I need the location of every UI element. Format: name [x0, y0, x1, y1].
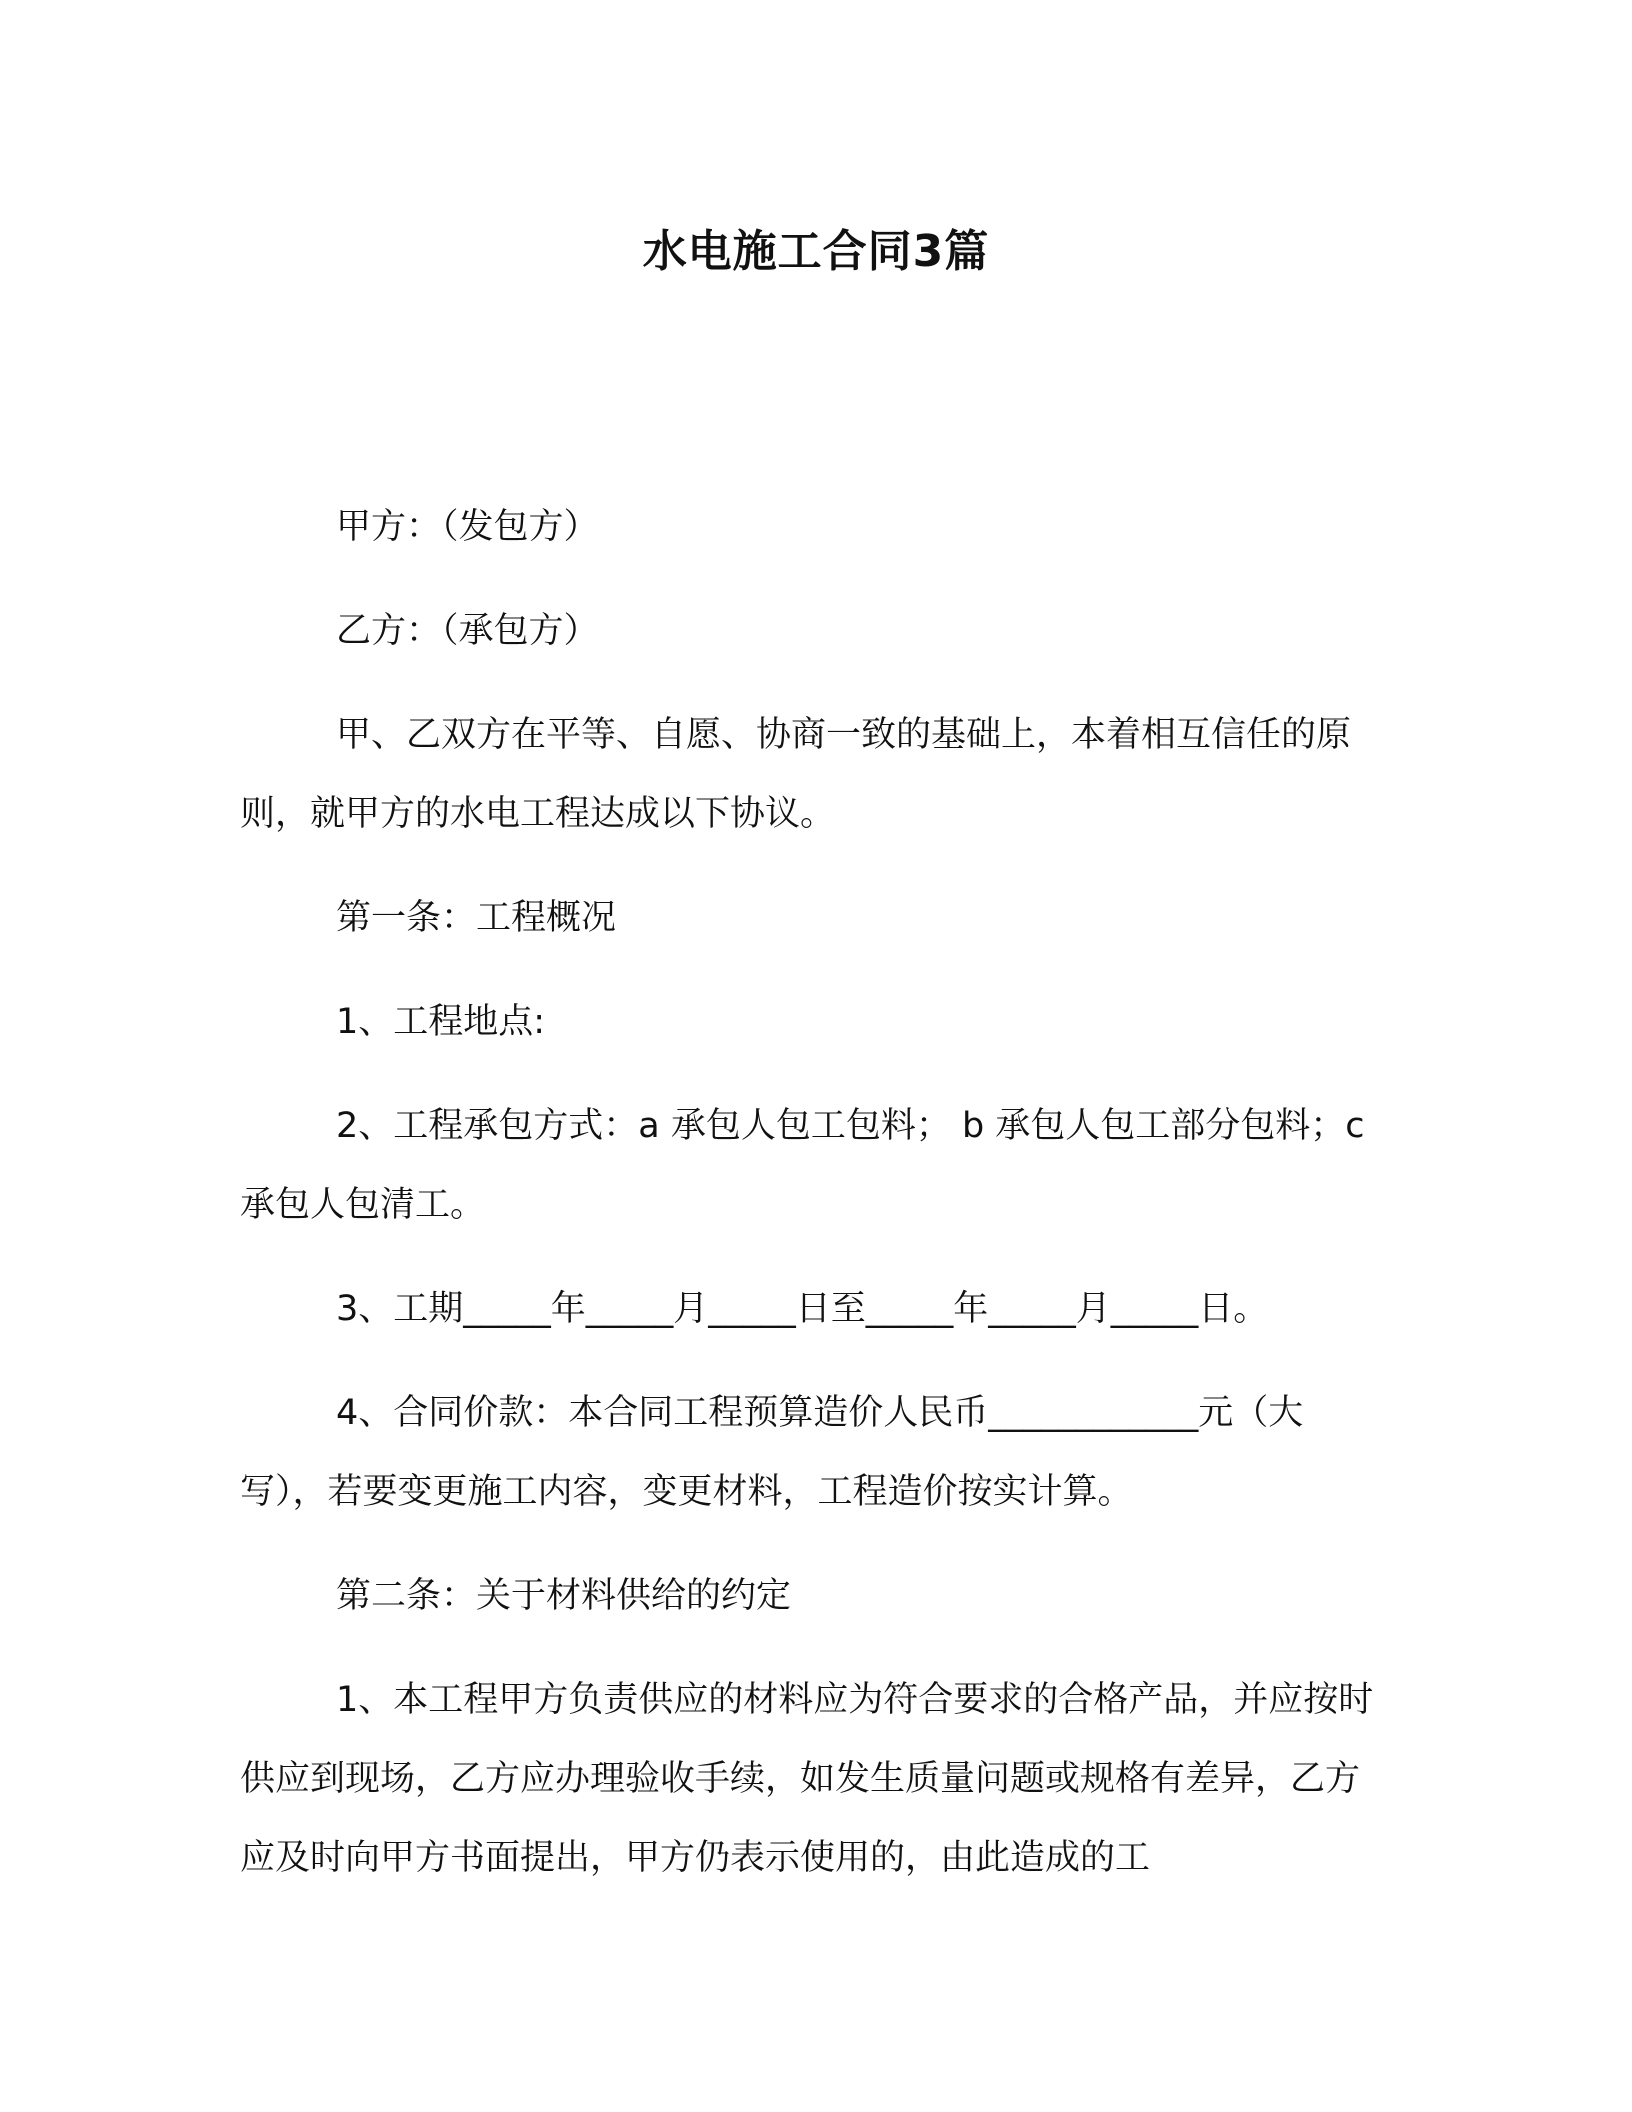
article-1-item-2: 2、工程承包方式：a 承包人包工包料； b 承包人包工部分包料；c 承包人包清工。: [240, 1106, 1376, 1225]
article-1-item-1: 1、工程地点:: [336, 1002, 546, 1042]
article-2-item-1: 1、本工程甲方负责供应的材料应为符合要求的合格产品，并应按时供应到现场，乙方应办理验收手续，如发生质量问题或规格有差异，乙方应及时向甲方书面提出，甲方仍表示使用的，由此造成的工: [240, 1680, 1374, 1878]
article-2-heading: 第二条：关于材料供给的约定: [336, 1576, 792, 1616]
document-body: [240, 488, 1384, 1923]
article-1-item-4: 4、合同价款：本合同工程预算造价人民币____________元（大写），若要变更施工内容，变更材料，工程造价按实计算。: [240, 1393, 1304, 1512]
preamble-paragraph: 甲、乙双方在平等、自愿、协商一致的基础上，本着相互信任的原则，就甲方的水电工程达成以下协议。: [240, 715, 1352, 834]
article-1-heading: 第一条：工程概况: [336, 898, 617, 938]
party-b-line: 乙方：（承包方）: [336, 611, 599, 651]
document-title: 水电施工合同3篇: [642, 226, 990, 277]
article-1-item-3: 3、工期_____年_____月_____日至_____年_____月_____日。: [336, 1289, 1269, 1329]
party-a-line: 甲方：（发包方）: [336, 507, 599, 547]
